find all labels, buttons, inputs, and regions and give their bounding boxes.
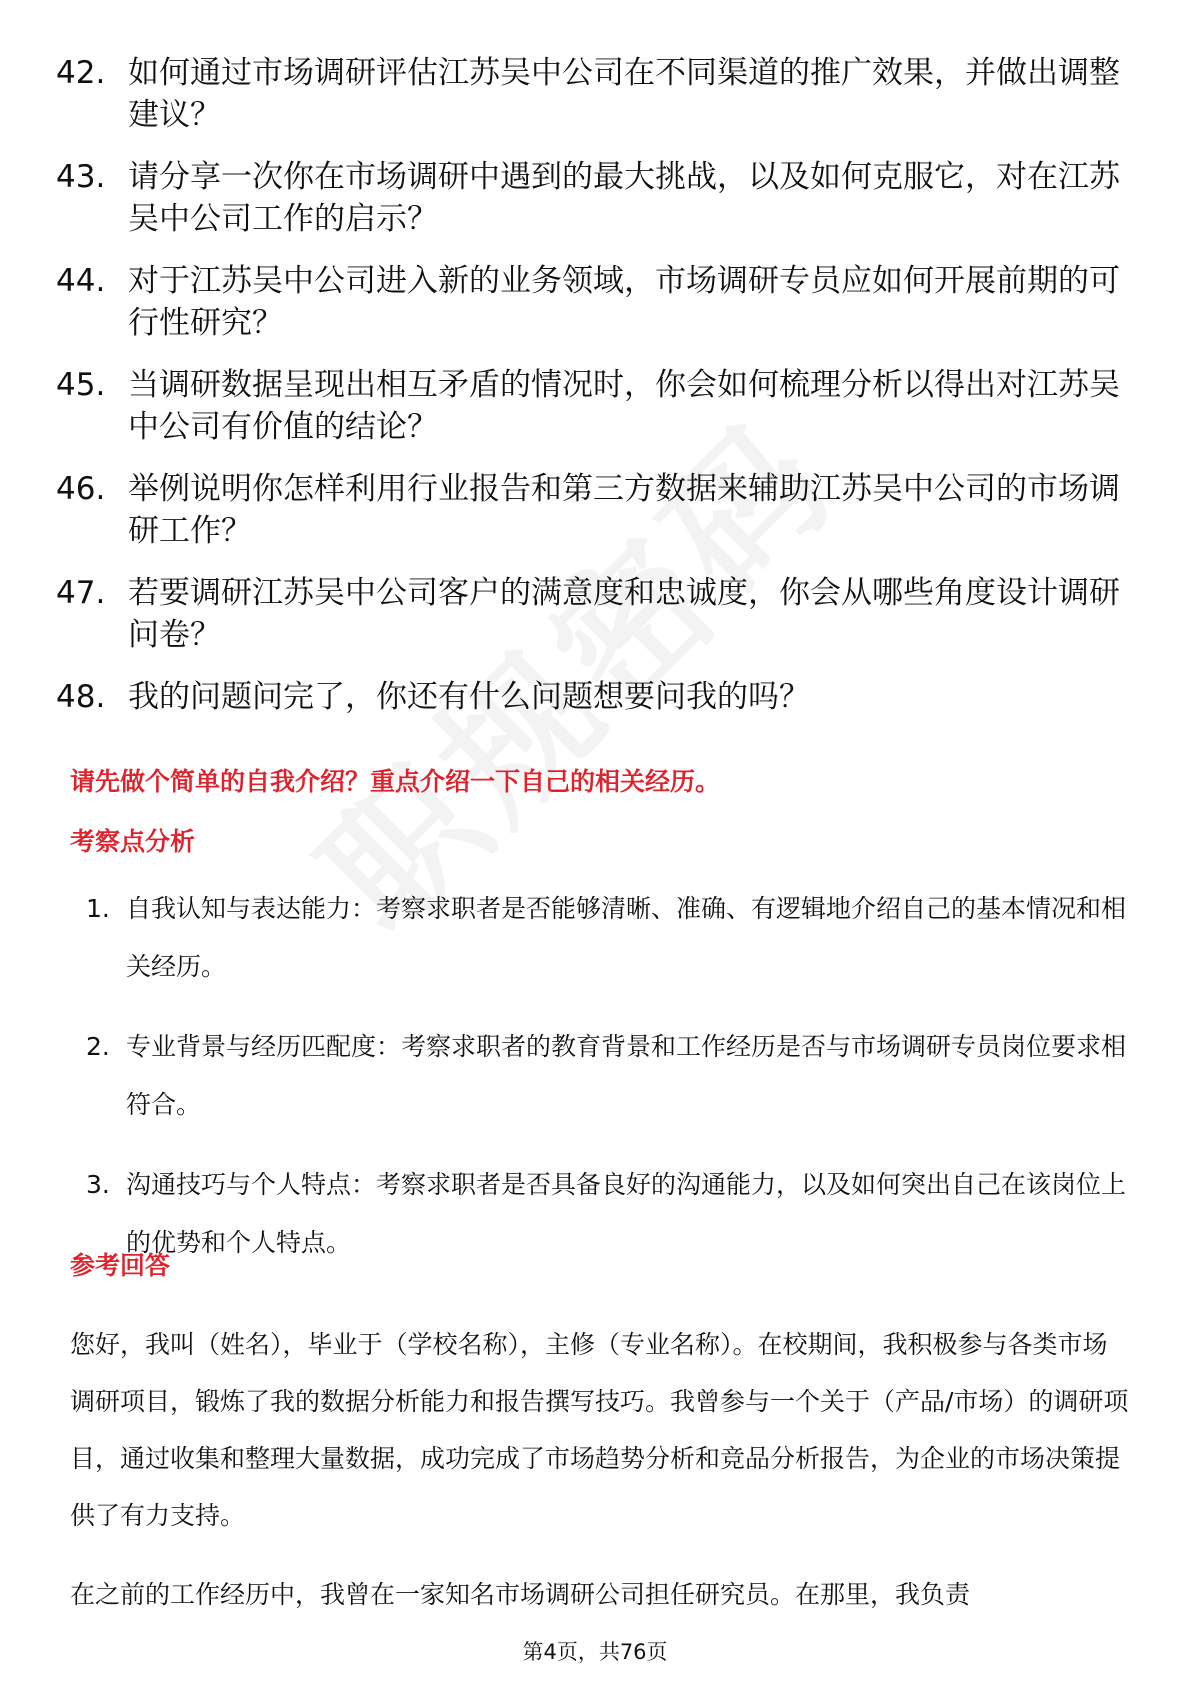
page-footer: 第4页，共76页 [522,1640,668,1664]
analysis-title: 考察点分析 [70,827,196,856]
analysis-point-text: 自我认知与表达能力：考察求职者是否能够清晰、准确、有逻辑地介绍自己的基本情况和相关经历。 [126,894,1127,981]
analysis-point-number: 1. [86,894,110,923]
question-text: 对于江苏吴中公司进入新的业务领域，市场调研专员应如何开展前期的可行性研究？ [128,263,1120,341]
answer-paragraph: 您好，我叫（姓名），毕业于（学校名称），主修（专业名称）。在校期间，我积极参与各类市场调研项目，锻炼了我的数据分析能力和报告撰写技巧。我曾参与一个关于（产品/市场）的调研项目，通过收集和整理大量数据，成功完成了市场趋势分析和竞品分析报告，为企业的市场决策提供了有力支持。 [70,1330,1129,1530]
question-item [56,260,1136,344]
analysis-point-text: 沟通技巧与个人特点：考察求职者是否具备良好的沟通能力，以及如何突出自己在该岗位上的优势和个人特点。 [126,1170,1127,1257]
answer-paragraph: 在之前的工作经历中，我曾在一家知名市场调研公司担任研究员。在那里，我负责 [70,1580,971,1609]
question-number: 46. [56,471,106,507]
question-text: 如何通过市场调研评估江苏吴中公司在不同渠道的推广效果，并做出调整建议？ [128,55,1120,133]
analysis-point [86,1156,1136,1272]
intro-question-heading: 请先做个简单的自我介绍？重点介绍一下自己的相关经历。 [70,767,721,796]
analysis-point-number: 2. [86,1032,110,1061]
question-item [56,468,1136,552]
question-item [56,156,1136,240]
question-list [56,52,1136,738]
answer-title: 参考回答 [70,1251,171,1280]
analysis-points-list [86,880,1136,1294]
question-number: 43. [56,159,106,195]
question-item [56,52,1136,136]
question-text: 当调研数据呈现出相互矛盾的情况时，你会如何梳理分析以得出对江苏吴中公司有价值的结论？ [128,367,1120,445]
question-text: 举例说明你怎样利用行业报告和第三方数据来辅助江苏吴中公司的市场调研工作？ [128,471,1120,549]
question-number: 48. [56,679,106,715]
question-text: 若要调研江苏吴中公司客户的满意度和忠诚度，你会从哪些角度设计调研问卷？ [128,575,1120,653]
question-number: 47. [56,575,106,611]
question-item [56,676,1136,718]
question-number: 42. [56,55,106,91]
question-text: 我的问题问完了，你还有什么问题想要问我的吗？ [128,679,810,715]
analysis-point [86,1018,1136,1134]
question-text: 请分享一次你在市场调研中遇到的最大挑战，以及如何克服它，对在江苏吴中公司工作的启示？ [128,159,1120,237]
question-item [56,364,1136,448]
analysis-point-number: 3. [86,1170,110,1199]
analysis-point-text: 专业背景与经历匹配度：考察求职者的教育背景和工作经历是否与市场调研专员岗位要求相符合。 [126,1032,1127,1119]
analysis-point [86,880,1136,996]
question-item [56,572,1136,656]
question-number: 44. [56,263,106,299]
question-number: 45. [56,367,106,403]
